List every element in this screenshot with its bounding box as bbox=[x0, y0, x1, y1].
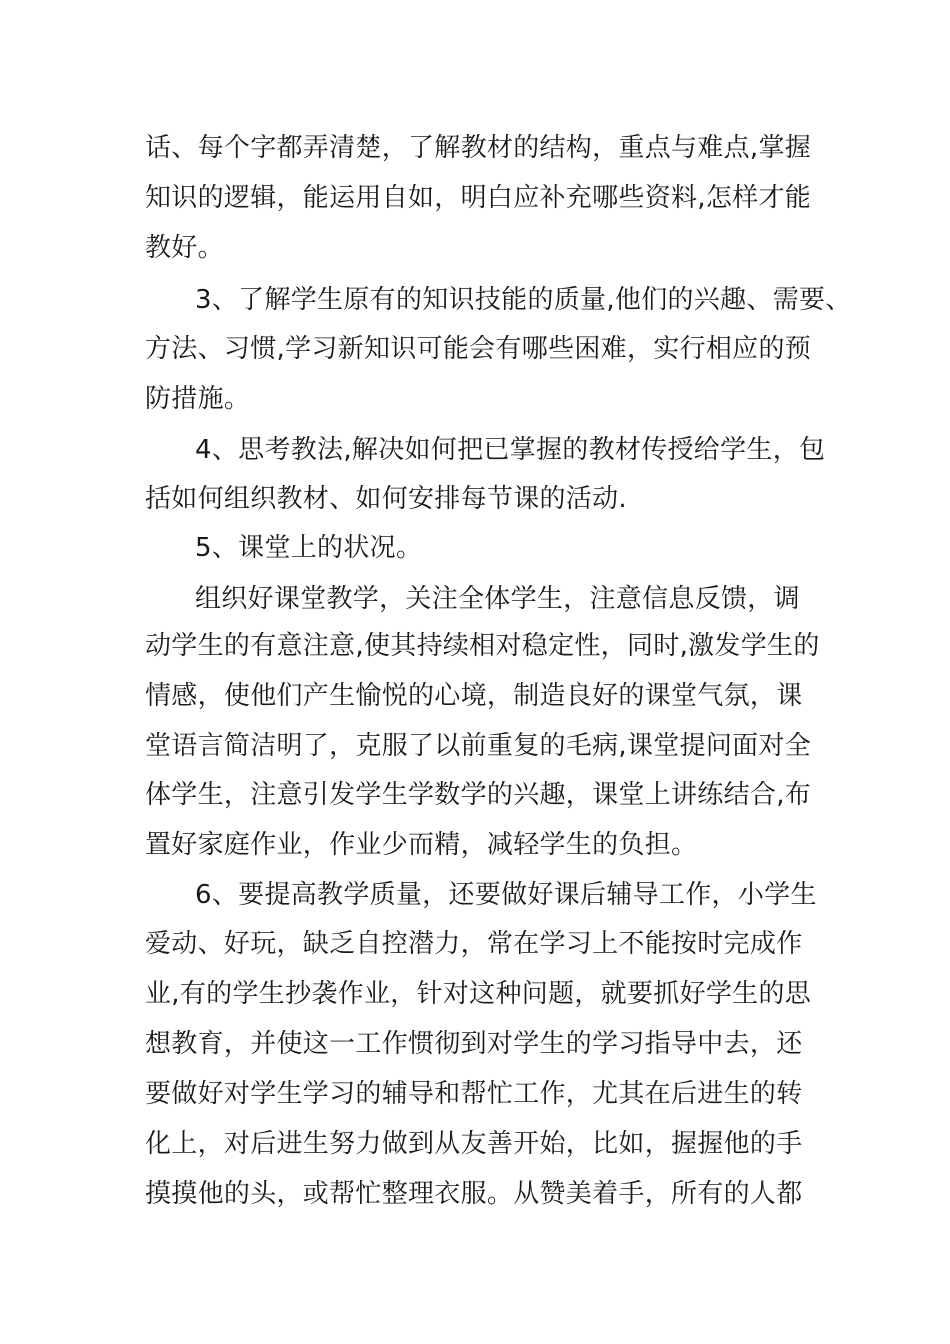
text-line-16: 6、要提高教学质量，还要做好课后辅导工作，小学生 bbox=[195, 880, 817, 910]
text-line-15: 置好家庭作业，作业少而精，减轻学生的负担。 bbox=[145, 830, 698, 860]
text-line-4: 3、了解学生原有的知识技能的质量,他们的兴趣、需要、 bbox=[195, 285, 852, 315]
text-line-14: 体学生，注意引发学生学数学的兴趣，课堂上讲练结合,布 bbox=[145, 780, 812, 810]
text-line-22: 摸摸他的头，或帮忙整理衣服。从赞美着手，所有的人都 bbox=[145, 1179, 803, 1209]
text-line-8: 括如何组织教材、如何安排每节课的活动. bbox=[145, 484, 627, 514]
text-line-13: 堂语言简洁明了，克服了以前重复的毛病,课堂提问面对全 bbox=[145, 731, 812, 761]
text-line-6: 防措施。 bbox=[145, 384, 251, 414]
text-line-3: 教好。 bbox=[145, 233, 224, 263]
text-line-2: 知识的逻辑，能运用自如，明白应补充哪些资料,怎样才能 bbox=[145, 183, 812, 213]
text-line-5: 方法、习惯,学习新知识可能会有哪些困难，实行相应的预 bbox=[145, 334, 812, 364]
text-line-21: 化上，对后进生努力做到从友善开始，比如，握握他的手 bbox=[145, 1129, 803, 1159]
text-line-11: 动学生的有意注意,使其持续相对稳定性，同时,激发学生的 bbox=[145, 631, 820, 661]
text-line-19: 想教育，并使这一工作惯彻到对学生的学习指导中去，还 bbox=[145, 1029, 803, 1059]
text-line-12: 情感，使他们产生愉悦的心境，制造良好的课堂气氛，课 bbox=[145, 681, 803, 711]
text-line-10: 组织好课堂教学，关注全体学生，注意信息反馈，调 bbox=[195, 584, 800, 614]
text-line-1: 话、每个字都弄清楚，了解教材的结构，重点与难点,掌握 bbox=[145, 133, 812, 163]
text-line-20: 要做好对学生学习的辅导和帮忙工作，尤其在后进生的转 bbox=[145, 1079, 803, 1109]
text-line-7: 4、思考教法,解决如何把已掌握的教材传授给学生，包 bbox=[195, 435, 826, 465]
text-line-17: 爱动、好玩，缺乏自控潜力，常在学习上不能按时完成作 bbox=[145, 929, 803, 959]
text-line-9: 5、课堂上的状况。 bbox=[195, 533, 423, 563]
text-line-18: 业,有的学生抄袭作业，针对这种问题，就要抓好学生的思 bbox=[145, 979, 812, 1009]
